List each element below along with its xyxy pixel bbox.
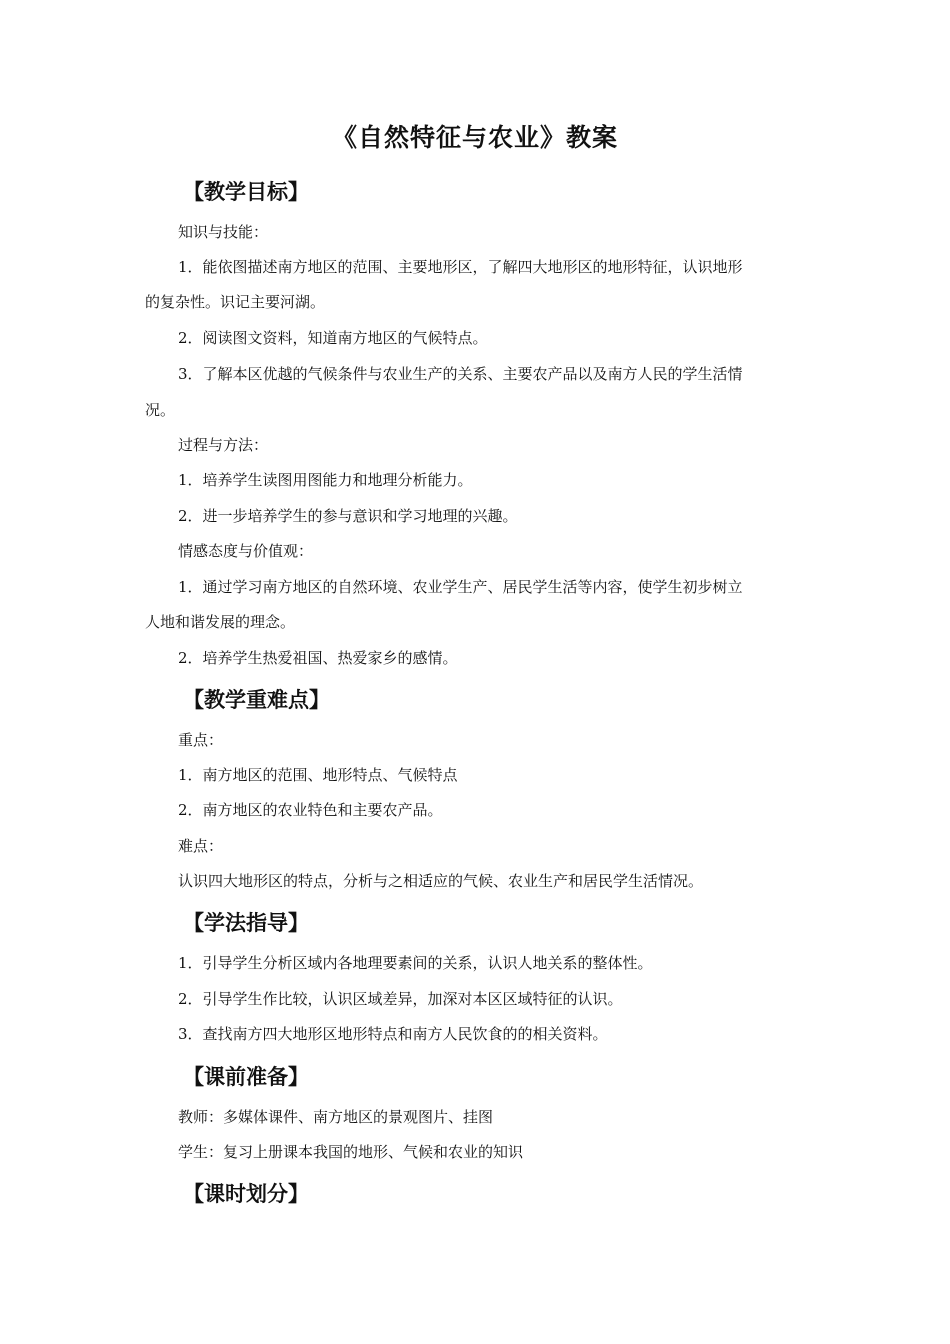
document-title: 《自然特征与农业》教案 xyxy=(331,123,618,152)
emotion-item-1: 1．通过学习南方地区的自然环境、农业学生产、居民学生活等内容，使学生初步树立 xyxy=(178,578,743,596)
key-points-heading: 【教学重难点】 xyxy=(183,688,330,712)
process-item-1: 1．培养学生读图用图能力和地理分析能力。 xyxy=(178,471,473,489)
guidance-item-1: 1．引导学生分析区域内各地理要素间的关系，认识人地关系的整体性。 xyxy=(178,954,653,972)
knowledge-item-1: 1．能依图描述南方地区的范围、主要地形区，了解四大地形区的地形特征，认识地形 xyxy=(178,258,743,276)
focus-label: 重点： xyxy=(178,731,224,749)
preparation-heading: 【课前准备】 xyxy=(183,1065,309,1089)
process-item-2: 2．进一步培养学生的参与意识和学习地理的兴趣。 xyxy=(178,507,518,525)
objectives-heading: 【教学目标】 xyxy=(183,180,309,204)
difficulty-item-1: 认识四大地形区的特点，分析与之相适应的气候、农业生产和居民学生活情况。 xyxy=(178,872,704,890)
knowledge-item-3: 3．了解本区优越的气候条件与农业生产的关系、主要农产品以及南方人民的学生活情 xyxy=(178,365,743,383)
knowledge-label: 知识与技能： xyxy=(178,223,269,241)
difficulty-label: 难点： xyxy=(178,837,224,855)
guidance-item-3: 3．查找南方四大地形区地形特点和南方人民饮食的的相关资料。 xyxy=(178,1025,608,1043)
knowledge-item-1-cont: 的复杂性。识记主要河湖。 xyxy=(145,293,326,311)
knowledge-item-2: 2．阅读图文资料，知道南方地区的气候特点。 xyxy=(178,329,488,347)
emotion-item-2: 2．培养学生热爱祖国、热爱家乡的感情。 xyxy=(178,649,458,667)
focus-item-2: 2．南方地区的农业特色和主要农产品。 xyxy=(178,801,443,819)
emotion-item-1-cont: 人地和谐发展的理念。 xyxy=(145,613,296,631)
preparation-teacher: 教师：多媒体课件、南方地区的景观图片、挂图 xyxy=(178,1108,494,1126)
guidance-heading: 【学法指导】 xyxy=(183,911,309,935)
process-label: 过程与方法： xyxy=(178,436,269,454)
emotion-label: 情感态度与价值观： xyxy=(178,542,314,560)
knowledge-item-3-cont: 况。 xyxy=(145,401,176,419)
schedule-heading: 【课时划分】 xyxy=(183,1182,309,1206)
guidance-item-2: 2．引导学生作比较，认识区域差异，加深对本区区域特征的认识。 xyxy=(178,990,623,1008)
focus-item-1: 1．南方地区的范围、地形特点、气候特点 xyxy=(178,766,458,784)
preparation-student: 学生：复习上册课本我国的地形、气候和农业的知识 xyxy=(178,1143,524,1161)
